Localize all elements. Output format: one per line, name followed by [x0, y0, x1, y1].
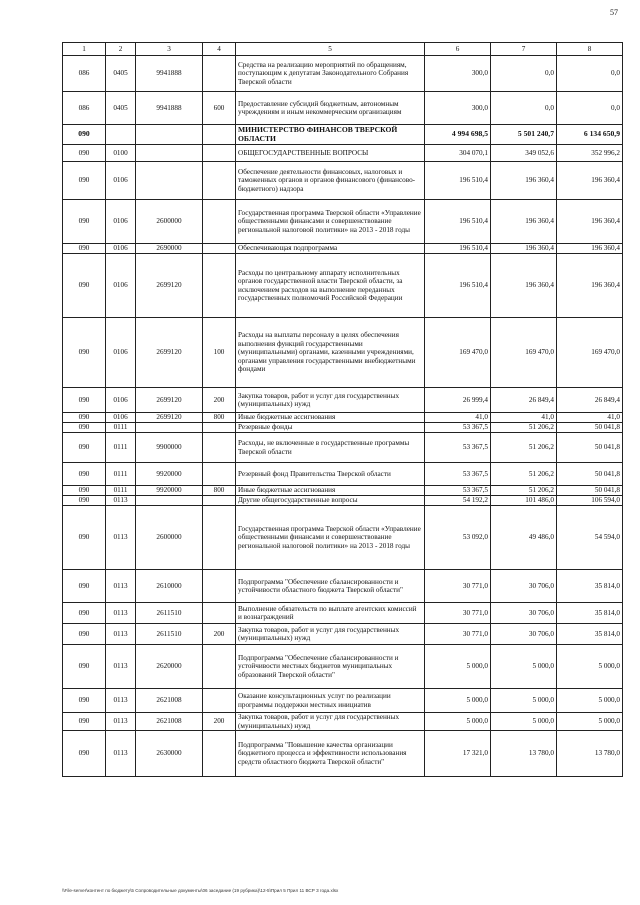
table-row [63, 125, 623, 145]
cell-c1: 090 [63, 731, 106, 777]
table-row [63, 713, 623, 731]
cell-desc: Иные бюджетные ассигнования [236, 413, 425, 423]
cell-c4 [203, 689, 236, 713]
cell-c3 [136, 145, 203, 162]
column-header: 7 [491, 43, 557, 56]
cell-c3: 2620000 [136, 645, 203, 689]
cell-c4 [203, 603, 236, 624]
table-row [63, 92, 623, 125]
table-row [63, 624, 623, 645]
cell-v2021: 169 470,0 [557, 318, 623, 388]
cell-c2: 0113 [106, 689, 136, 713]
cell-c1: 090 [63, 433, 106, 463]
cell-c1: 090 [63, 463, 106, 486]
cell-v2020: 51 206,2 [491, 423, 557, 433]
cell-v2020: 5 000,0 [491, 645, 557, 689]
cell-desc: Резервный фонд Правительства Тверской области [236, 463, 425, 486]
cell-c2: 0113 [106, 506, 136, 570]
cell-desc: Другие общегосударственные вопросы [236, 496, 425, 506]
cell-v2021: 50 041,8 [557, 433, 623, 463]
cell-v2019: 196 510,4 [425, 200, 491, 244]
table-row [63, 463, 623, 486]
cell-c3: 2699120 [136, 388, 203, 413]
cell-c1: 090 [63, 624, 106, 645]
cell-desc: Расходы по центральному аппарату исполнительных органов государственной власти Тверской области, за исключением расходов на выполнение переданных государственных полномочий Российской Федерации [236, 254, 425, 318]
cell-v2019: 54 192,2 [425, 496, 491, 506]
cell-c3: 2699120 [136, 318, 203, 388]
cell-desc: Средства на реализацию мероприятий по обращениям, поступающим к депутатам Законодательного Собрания Тверской области [236, 56, 425, 92]
cell-c1: 090 [63, 645, 106, 689]
cell-c2 [106, 125, 136, 145]
table-row [63, 318, 623, 388]
cell-c1: 090 [63, 162, 106, 200]
cell-desc: Иные бюджетные ассигнования [236, 486, 425, 496]
cell-v2021: 6 134 650,9 [557, 125, 623, 145]
cell-v2020: 169 470,0 [491, 318, 557, 388]
cell-v2019: 196 510,4 [425, 254, 491, 318]
cell-c4: 800 [203, 486, 236, 496]
cell-c3: 9941888 [136, 92, 203, 125]
cell-c3: 9920000 [136, 486, 203, 496]
cell-desc: Обеспечивающая подпрограмма [236, 244, 425, 254]
cell-c2: 0405 [106, 92, 136, 125]
cell-v2019: 30 771,0 [425, 603, 491, 624]
cell-v2020: 41,0 [491, 413, 557, 423]
cell-v2021: 196 360,4 [557, 200, 623, 244]
cell-v2020: 30 706,0 [491, 603, 557, 624]
cell-c4 [203, 496, 236, 506]
table-row [63, 162, 623, 200]
cell-desc: Расходы, не включенные в государственные программы Тверской области [236, 433, 425, 463]
cell-v2020: 0,0 [491, 56, 557, 92]
cell-c1: 090 [63, 506, 106, 570]
page-number: 57 [610, 8, 618, 17]
cell-c2: 0111 [106, 486, 136, 496]
cell-c2: 0113 [106, 570, 136, 603]
cell-v2019: 4 994 698,5 [425, 125, 491, 145]
cell-c4 [203, 645, 236, 689]
cell-c1: 090 [63, 603, 106, 624]
cell-c2: 0106 [106, 200, 136, 244]
cell-v2019: 26 999,4 [425, 388, 491, 413]
cell-v2019: 300,0 [425, 92, 491, 125]
cell-c2: 0106 [106, 318, 136, 388]
cell-c1: 086 [63, 56, 106, 92]
cell-desc: Выполнение обязательств по выплате агентских комиссий и вознаграждений [236, 603, 425, 624]
cell-v2019: 304 070,1 [425, 145, 491, 162]
cell-c4: 200 [203, 713, 236, 731]
cell-v2019: 5 000,0 [425, 713, 491, 731]
cell-c1: 090 [63, 125, 106, 145]
cell-c4 [203, 125, 236, 145]
cell-v2019: 196 510,4 [425, 244, 491, 254]
cell-v2020: 196 360,4 [491, 162, 557, 200]
cell-v2019: 53 367,5 [425, 486, 491, 496]
table-row [63, 145, 623, 162]
cell-c3: 2699120 [136, 254, 203, 318]
cell-v2021: 50 041,8 [557, 423, 623, 433]
cell-v2019: 169 470,0 [425, 318, 491, 388]
footer-file-path: \\File-server\контент по бюджету\5 Сопроводительные документы\06 заседание (19 рубрика)\12-5\Прил 5 Прил 11 ВСР 3 года.xlsx [62, 888, 339, 893]
cell-v2021: 0,0 [557, 92, 623, 125]
table-row [63, 486, 623, 496]
cell-v2019: 300,0 [425, 56, 491, 92]
cell-c3 [136, 496, 203, 506]
cell-desc: Подпрограмма "Обеспечение сбалансированности и устойчивости местных бюджетов муниципальных образований Тверской области" [236, 645, 425, 689]
cell-desc: Закупка товаров, работ и услуг для государственных (муниципальных) нужд [236, 624, 425, 645]
cell-c4 [203, 145, 236, 162]
cell-v2020: 5 000,0 [491, 689, 557, 713]
cell-desc: Подпрограмма "Повышение качества организации бюджетного процесса и эффективности использования средств областного бюджета Тверской области" [236, 731, 425, 777]
cell-v2019: 17 321,0 [425, 731, 491, 777]
cell-c4 [203, 433, 236, 463]
cell-c4 [203, 254, 236, 318]
cell-v2020: 5 501 240,7 [491, 125, 557, 145]
cell-c4 [203, 244, 236, 254]
cell-c2: 0113 [106, 731, 136, 777]
cell-v2020: 51 206,2 [491, 486, 557, 496]
cell-v2021: 35 814,0 [557, 624, 623, 645]
cell-v2019: 53 367,5 [425, 423, 491, 433]
cell-c2: 0106 [106, 388, 136, 413]
cell-c1: 090 [63, 254, 106, 318]
cell-c3 [136, 162, 203, 200]
cell-c4 [203, 570, 236, 603]
cell-v2019: 41,0 [425, 413, 491, 423]
table-row [63, 433, 623, 463]
cell-c3: 2610000 [136, 570, 203, 603]
cell-v2021: 35 814,0 [557, 570, 623, 603]
cell-c3 [136, 125, 203, 145]
cell-v2020: 5 000,0 [491, 713, 557, 731]
cell-c3: 2621008 [136, 713, 203, 731]
cell-v2021: 5 000,0 [557, 689, 623, 713]
cell-c4 [203, 162, 236, 200]
cell-c4 [203, 200, 236, 244]
table-row [63, 56, 623, 92]
cell-c1: 090 [63, 200, 106, 244]
cell-c1: 090 [63, 496, 106, 506]
table-row [63, 413, 623, 423]
cell-c4: 800 [203, 413, 236, 423]
cell-c1: 090 [63, 486, 106, 496]
cell-v2021: 196 360,4 [557, 162, 623, 200]
cell-v2021: 196 360,4 [557, 254, 623, 318]
cell-c2: 0111 [106, 463, 136, 486]
cell-desc: ОБЩЕГОСУДАРСТВЕННЫЕ ВОПРОСЫ [236, 145, 425, 162]
cell-c4: 200 [203, 624, 236, 645]
cell-desc: Государственная программа Тверской области «Управление общественными финансами и совершенствование региональной налоговой политики» на 2013 - 2018 годы [236, 200, 425, 244]
cell-c2: 0113 [106, 624, 136, 645]
cell-c2: 0106 [106, 244, 136, 254]
table-row [63, 645, 623, 689]
table-row [63, 731, 623, 777]
cell-desc: Резервные фонды [236, 423, 425, 433]
table-row [63, 506, 623, 570]
cell-v2020: 51 206,2 [491, 463, 557, 486]
cell-desc: Подпрограмма "Обеспечение сбалансированности и устойчивости областного бюджета Тверской области" [236, 570, 425, 603]
table-row [63, 254, 623, 318]
cell-v2019: 30 771,0 [425, 624, 491, 645]
cell-v2020: 196 360,4 [491, 200, 557, 244]
cell-c3: 2611510 [136, 603, 203, 624]
cell-c1: 090 [63, 145, 106, 162]
cell-c1: 090 [63, 713, 106, 731]
cell-c2: 0106 [106, 254, 136, 318]
cell-c4: 200 [203, 388, 236, 413]
table-row [63, 200, 623, 244]
cell-v2019: 53 092,0 [425, 506, 491, 570]
cell-c3: 2630000 [136, 731, 203, 777]
cell-v2020: 196 360,4 [491, 254, 557, 318]
cell-desc: Закупка товаров, работ и услуг для государственных (муниципальных) нужд [236, 713, 425, 731]
cell-c2: 0405 [106, 56, 136, 92]
cell-c3: 2600000 [136, 506, 203, 570]
cell-v2021: 50 041,8 [557, 463, 623, 486]
column-header: 8 [557, 43, 623, 56]
table-row [63, 570, 623, 603]
cell-desc: Предоставление субсидий бюджетным, автономным учреждениям и иным некоммерческим организациям [236, 92, 425, 125]
cell-c2: 0113 [106, 603, 136, 624]
cell-c3: 9900000 [136, 433, 203, 463]
cell-desc: Обеспечение деятельности финансовых, налоговых и таможенных органов и органов финансового (финансово-бюджетного) надзора [236, 162, 425, 200]
cell-desc: Расходы на выплаты персоналу в целях обеспечения выполнения функций государственными (муниципальными) органами, казенными учреждениями, органами управления государственными внебюджетными фондами [236, 318, 425, 388]
cell-v2021: 50 041,8 [557, 486, 623, 496]
cell-v2020: 26 849,4 [491, 388, 557, 413]
cell-c1: 086 [63, 92, 106, 125]
cell-v2021: 106 594,0 [557, 496, 623, 506]
column-header: 1 [63, 43, 106, 56]
cell-v2021: 196 360,4 [557, 244, 623, 254]
cell-v2019: 5 000,0 [425, 689, 491, 713]
cell-c4 [203, 506, 236, 570]
cell-desc: МИНИСТЕРСТВО ФИНАНСОВ ТВЕРСКОЙ ОБЛАСТИ [236, 125, 425, 145]
cell-c4: 600 [203, 92, 236, 125]
cell-desc: Оказание консультационных услуг по реализации программы поддержки местных инициатив [236, 689, 425, 713]
cell-c2: 0111 [106, 433, 136, 463]
cell-c4 [203, 423, 236, 433]
cell-v2019: 53 367,5 [425, 463, 491, 486]
cell-v2021: 54 594,0 [557, 506, 623, 570]
cell-v2021: 352 996,2 [557, 145, 623, 162]
cell-v2021: 5 000,0 [557, 645, 623, 689]
cell-v2020: 49 486,0 [491, 506, 557, 570]
cell-v2020: 30 706,0 [491, 570, 557, 603]
cell-c1: 090 [63, 423, 106, 433]
cell-c4: 100 [203, 318, 236, 388]
cell-desc: Закупка товаров, работ и услуг для государственных (муниципальных) нужд [236, 388, 425, 413]
cell-c1: 090 [63, 318, 106, 388]
cell-c1: 090 [63, 413, 106, 423]
column-header: 6 [425, 43, 491, 56]
table-row [63, 603, 623, 624]
cell-v2019: 196 510,4 [425, 162, 491, 200]
column-header: 5 [236, 43, 425, 56]
table-row [63, 423, 623, 433]
cell-v2021: 26 849,4 [557, 388, 623, 413]
cell-v2019: 30 771,0 [425, 570, 491, 603]
cell-v2021: 13 780,0 [557, 731, 623, 777]
cell-c1: 090 [63, 570, 106, 603]
cell-v2020: 51 206,2 [491, 433, 557, 463]
cell-c1: 090 [63, 689, 106, 713]
table-row [63, 388, 623, 413]
cell-v2019: 53 367,5 [425, 433, 491, 463]
cell-c4 [203, 56, 236, 92]
cell-c3: 2699120 [136, 413, 203, 423]
cell-c2: 0111 [106, 423, 136, 433]
cell-c3 [136, 423, 203, 433]
budget-table [62, 42, 623, 777]
cell-v2020: 196 360,4 [491, 244, 557, 254]
cell-c3: 2600000 [136, 200, 203, 244]
cell-c2: 0106 [106, 162, 136, 200]
column-header: 3 [136, 43, 203, 56]
cell-c2: 0106 [106, 413, 136, 423]
cell-c2: 0113 [106, 713, 136, 731]
cell-c4 [203, 463, 236, 486]
cell-v2020: 13 780,0 [491, 731, 557, 777]
cell-c1: 090 [63, 388, 106, 413]
cell-v2020: 349 052,6 [491, 145, 557, 162]
cell-v2020: 30 706,0 [491, 624, 557, 645]
cell-v2021: 35 814,0 [557, 603, 623, 624]
cell-v2021: 5 000,0 [557, 713, 623, 731]
cell-v2020: 101 486,0 [491, 496, 557, 506]
table-row [63, 244, 623, 254]
cell-v2019: 5 000,0 [425, 645, 491, 689]
cell-c2: 0113 [106, 645, 136, 689]
cell-c3: 2611510 [136, 624, 203, 645]
table-row [63, 496, 623, 506]
table-body [63, 56, 623, 777]
cell-v2020: 0,0 [491, 92, 557, 125]
cell-c4 [203, 731, 236, 777]
header-row [63, 43, 623, 56]
column-header: 4 [203, 43, 236, 56]
cell-c3: 9920000 [136, 463, 203, 486]
cell-c1: 090 [63, 244, 106, 254]
cell-v2021: 41,0 [557, 413, 623, 423]
cell-c3: 9941888 [136, 56, 203, 92]
cell-c2: 0100 [106, 145, 136, 162]
cell-c2: 0113 [106, 496, 136, 506]
cell-c3: 2690000 [136, 244, 203, 254]
cell-v2021: 0,0 [557, 56, 623, 92]
cell-c3: 2621008 [136, 689, 203, 713]
cell-desc: Государственная программа Тверской области «Управление общественными финансами и совершенствование региональной налоговой политики» на 2013 - 2018 годы [236, 506, 425, 570]
table-row [63, 689, 623, 713]
column-header: 2 [106, 43, 136, 56]
